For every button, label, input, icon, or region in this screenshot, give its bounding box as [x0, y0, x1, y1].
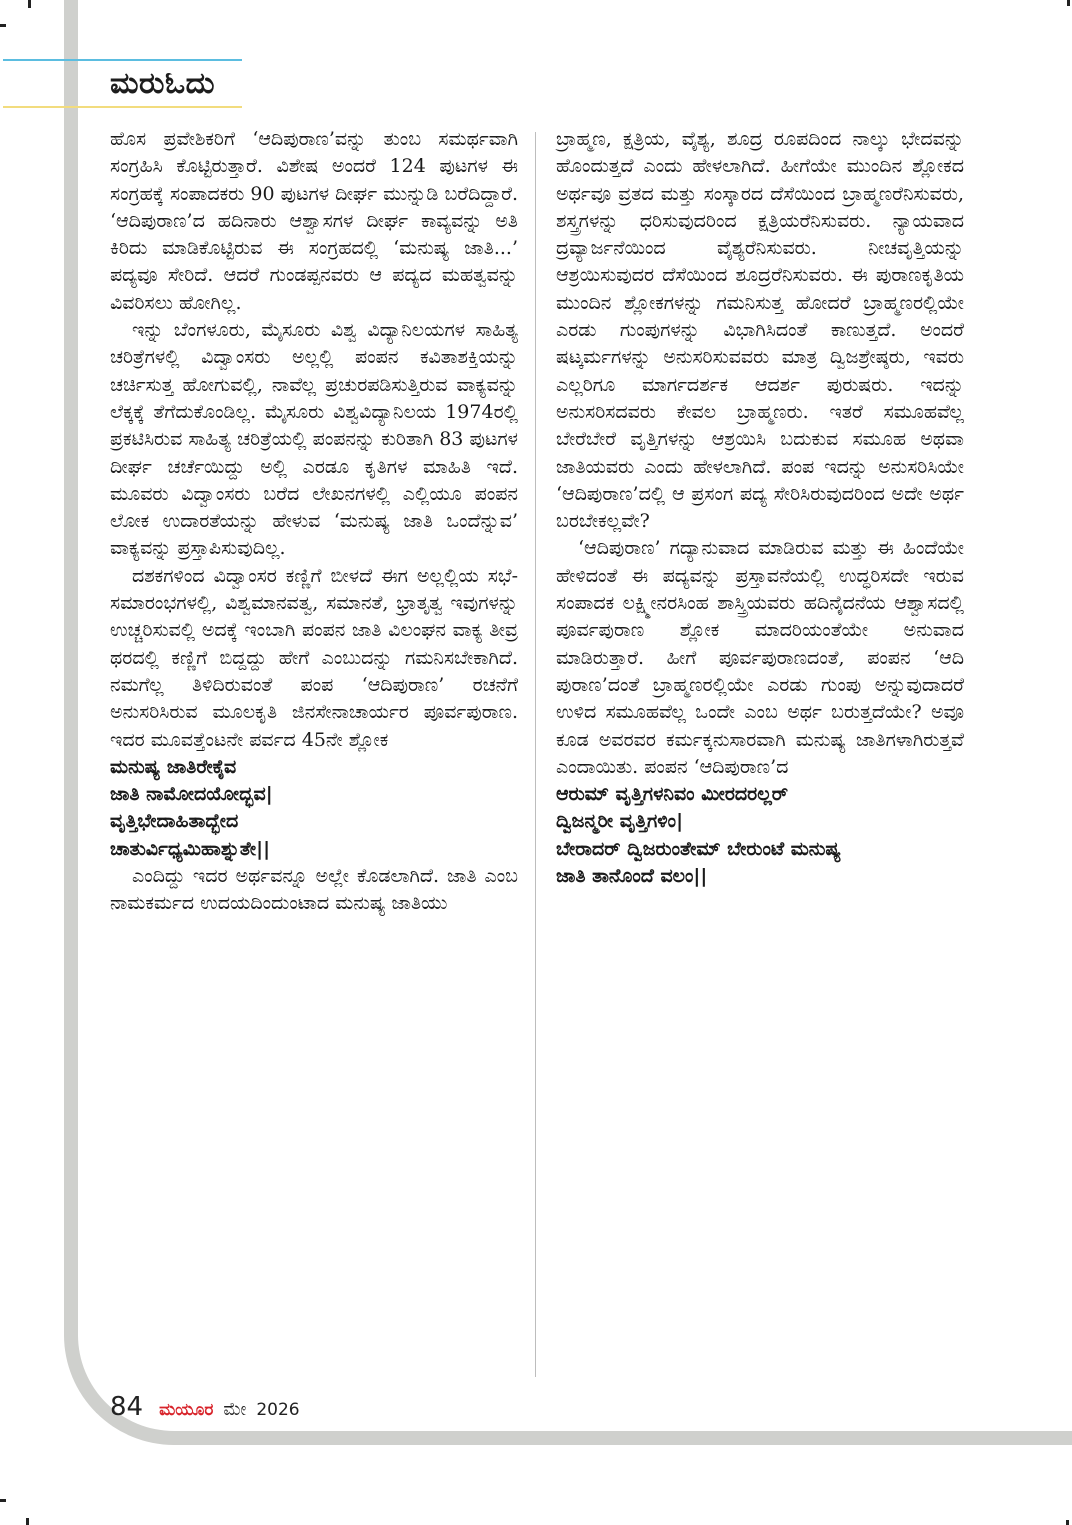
section-title: ಮರುಓದು [110, 66, 216, 101]
paragraph: ಎಂದಿದ್ದು ಇದರ ಅರ್ಥವನ್ನೂ ಅಲ್ಲೇ ಕೊಡಲಾಗಿದೆ. ಜಾತಿ ಎಂಬ ನಾಮಕರ್ಮದ ಉದಯದಿಂದುಂಟಾದ ಮನುಷ್ಯ ಜಾತಿಯು [110, 865, 518, 915]
paragraph: ‘ಆದಿಪುರಾಣ’ ಗದ್ಯಾನುವಾದ ಮಾಡಿರುವ ಮತ್ತು ಈ ಹಿಂದೆಯೇ ಹೇಳಿದಂತೆ ಈ ಪದ್ಯವನ್ನು ಪ್ರಸ್ತಾವನೆಯಲ್ಲಿ ಉದ್ಧರಿಸದೇ ಇರುವ ಸಂಪಾದಕ ಲಕ್ಷ್ಮೀನರಸಿಂಹ ಶಾಸ್ತ್ರಿಯವರು ಹದಿನೈದನೆಯ ಆಶ್ವಾಸದಲ್ಲಿ ಪೂರ್ವಪುರಾಣ ಶ್ಲೋಕ ಮಾದರಿಯಂತೆಯೇ ಅನುವಾದ ಮಾಡಿರುತ್ತಾರೆ. ಹೀಗೆ ಪೂರ್ವಪುರಾಣದಂತೆ, ಪಂಪನ ‘ಆದಿ ಪುರಾಣ’ದಂತೆ ಬ್ರಾಹ್ಮಣರಲ್ಲಿಯೇ ಎರಡು ಗುಂಪು ಅನ್ನುವುದಾದರೆ ಉಳಿದ ಸಮೂಹವೆಲ್ಲ ಒಂದೇ ಎಂಬ ಅರ್ಥ ಬರುತ್ತದೆಯೇ? ಅವೂ ಕೂಡ ಅವರವರ ಕರ್ಮಕ್ಕನುಸಾರವಾಗಿ ಮನುಷ್ಯ ಜಾತಿಗಳಾಗಿರುತ್ತವೆ ಎಂದಾಯಿತು. ಪಂಪನ ‘ಆದಿಪುರಾಣ’ದ [556, 537, 964, 778]
verse-line: ದ್ವಿಜನ್ಮರೀ ವೃತ್ತಿಗಳಿಂ| [556, 810, 684, 833]
verse-line: ಜಾತಿ ನಾಮೋದಯೋದ್ಭವ| [110, 783, 273, 806]
paragraph: ದಶಕಗಳಿಂದ ವಿದ್ವಾಂಸರ ಕಣ್ಣಿಗೆ ಬೀಳದೆ ಈಗ ಅಲ್ಲಲ್ಲಿಯ ಸಭೆ- ಸಮಾರಂಭಗಳಲ್ಲಿ, ವಿಶ್ವಮಾನವತ್ವ, ಸಮಾನತೆ, ಭ್ರಾತೃತ್ವ ಇವುಗಳನ್ನು ಉಚ್ಚರಿಸುವಲ್ಲಿ ಅದಕ್ಕೆ ಇಂಬಾಗಿ ಪಂಪನ ಜಾತಿ ವಿಲಂಘನ ವಾಕ್ಯ ತೀವ್ರ ಥರದಲ್ಲಿ ಕಣ್ಣಿಗೆ ಬಿದ್ದದ್ದು ಹೇಗೆ ಎಂಬುದನ್ನು ಗಮನಿಸಬೇಕಾಗಿದೆ. ನಮಗೆಲ್ಲ ತಿಳಿದಿರುವಂತೆ ಪಂಪ ‘ಆದಿಪುರಾಣ’ ರಚನೆಗೆ ಅನುಸರಿಸಿರುವ ಮೂಲಕೃತಿ ಜಿನಸೇನಾಚಾರ್ಯರ ಪೂರ್ವಪುರಾಣ. ಇದರ ಮೂವತ್ತೆಂಟನೇ ಪರ್ವದ 45ನೇ ಶ್ಲೋಕ [110, 564, 518, 751]
page-number: 84 [110, 1392, 144, 1422]
paragraph: ಇನ್ನು ಬೆಂಗಳೂರು, ಮೈಸೂರು ವಿಶ್ವ ವಿದ್ಯಾನಿಲಯಗಳ ಸಾಹಿತ್ಯ ಚರಿತ್ರೆಗಳಲ್ಲಿ ವಿದ್ವಾಂಸರು ಅಲ್ಲಲ್ಲಿ ಪಂಪನ ಕವಿತಾಶಕ್ತಿಯನ್ನು ಚರ್ಚಿಸುತ್ತ ಹೋಗುವಲ್ಲಿ, ನಾವೆಲ್ಲ ಪ್ರಚುರಪಡಿಸುತ್ತಿರುವ ವಾಕ್ಯವನ್ನು ಲೆಕ್ಕಕ್ಕೆ ತೆಗೆದುಕೊಂಡಿಲ್ಲ. ಮೈಸೂರು ವಿಶ್ವವಿದ್ಯಾನಿಲಯ 1974ರಲ್ಲಿ ಪ್ರಕಟಿಸಿರುವ ಸಾಹಿತ್ಯ ಚರಿತ್ರೆಯಲ್ಲಿ ಪಂಪನನ್ನು ಕುರಿತಾಗಿ 83 ಪುಟಗಳ ದೀರ್ಘ ಚರ್ಚೆಯಿದ್ದು ಅಲ್ಲಿ ಎರಡೂ ಕೃತಿಗಳ ಮಾಹಿತಿ ಇದೆ. ಮೂವರು ವಿದ್ವಾಂಸರು ಬರೆದ ಲೇಖನಗಳಲ್ಲಿ ಎಲ್ಲಿಯೂ ಪಂಪನ ಲೋಕ ಉದಾರತೆಯನ್ನು ಹೇಳುವ ‘ಮನುಷ್ಯ ಜಾತಿ ಒಂದೆನ್ನುವ’ ವಾಕ್ಯವನ್ನು ಪ್ರಸ್ತಾಪಿಸುವುದಿಲ್ಲ. [110, 319, 518, 560]
header-rule-top [3, 59, 242, 61]
verse-line: ಬೇರಾದರ್ ದ್ವಿಜರುಂತೇಮ್ ಬೇರುಂಟೆ ಮನುಷ್ಯ [556, 837, 841, 860]
verse-line: ಜಾತಿ ತಾನೊಂದೆ ವಲಂ|| [556, 865, 708, 888]
crop-mark-left-bottom [0, 1499, 6, 1502]
verse-line: ವೃತ್ತಿಭೇದಾಹಿತಾದ್ಭೇದ [110, 810, 239, 833]
crop-mark-bottom-left [26, 1518, 29, 1525]
article-column-right [556, 126, 964, 890]
verse-line: ಮನುಷ್ಯ ಜಾತಿರೇಕೈವ [110, 755, 237, 778]
header-rule-bottom [3, 106, 242, 108]
verse-line: ಚಾತುರ್ವಿಧ್ಯಮಿಹಾಶ್ನುತೇ|| [110, 837, 271, 860]
crop-mark-left-top [0, 24, 6, 27]
article-column-left [110, 126, 518, 918]
crop-mark-bottom-right [1066, 1520, 1069, 1525]
crop-mark-top-right [1067, 0, 1070, 6]
column-divider [535, 132, 536, 1377]
issue-year: 2026 [256, 1400, 300, 1420]
crop-mark-top-left [28, 0, 31, 8]
page-footer [110, 1392, 300, 1422]
magazine-logo: ಮಯೂರ [159, 1400, 214, 1420]
issue-month: ಮೇ [223, 1399, 247, 1420]
paragraph: ಹೊಸ ಪ್ರವೇಶಿಕರಿಗೆ ‘ಆದಿಪುರಾಣ’ವನ್ನು ತುಂಬ ಸಮರ್ಥವಾಗಿ ಸಂಗ್ರಹಿಸಿ ಕೊಟ್ಟಿರುತ್ತಾರೆ. ವಿಶೇಷ ಅಂದರೆ 124 ಪುಟಗಳ ಈ ಸಂಗ್ರಹಕ್ಕೆ ಸಂಪಾದಕರು 90 ಪುಟಗಳ ದೀರ್ಘ ಮುನ್ನುಡಿ ಬರೆದಿದ್ದಾರೆ. ‘ಆದಿಪುರಾಣ’ದ ಹದಿನಾರು ಆಶ್ವಾಸಗಳ ದೀರ್ಘ ಕಾವ್ಯವನ್ನು ಅತಿ ಕಿರಿದು ಮಾಡಿಕೊಟ್ಟಿರುವ ಈ ಸಂಗ್ರಹದಲ್ಲಿ ‘ಮನುಷ್ಯ ಜಾತಿ...’ ಪದ್ಯವೂ ಸೇರಿದೆ. ಆದರೆ ಗುಂಡಪ್ಪನವರು ಆ ಪದ್ಯದ ಮಹತ್ವವನ್ನು ವಿವರಿಸಲು ಹೋಗಿಲ್ಲ. [110, 128, 518, 314]
paragraph: ಬ್ರಾಹ್ಮಣ, ಕ್ಷತ್ರಿಯ, ವೈಶ್ಯ, ಶೂದ್ರ ರೂಪದಿಂದ ನಾಲ್ಕು ಭೇದವನ್ನು ಹೊಂದುತ್ತದೆ ಎಂದು ಹೇಳಲಾಗಿದೆ. ಹೀಗೆಯೇ ಮುಂದಿನ ಶ್ಲೋಕದ ಅರ್ಥವೂ ವ್ರತದ ಮತ್ತು ಸಂಸ್ಕಾರದ ದೆಸೆಯಿಂದ ಬ್ರಾಹ್ಮಣರೆನಿಸುವರು, ಶಸ್ತ್ರಗಳನ್ನು ಧರಿಸುವುದರಿಂದ ಕ್ಷತ್ರಿಯರೆನಿಸುವರು. ನ್ಯಾಯವಾದ ದ್ರವ್ಯಾರ್ಜನೆಯಿಂದ ವೈಶ್ಯರೆನಿಸುವರು. ನೀಚವೃತ್ತಿಯನ್ನು ಆಶ್ರಯಿಸುವುದರ ದೆಸೆಯಿಂದ ಶೂದ್ರರೆನಿಸುವರು. ಈ ಪುರಾಣಕೃತಿಯ ಮುಂದಿನ ಶ್ಲೋಕಗಳನ್ನು ಗಮನಿಸುತ್ತ ಹೋದರೆ ಬ್ರಾಹ್ಮಣರಲ್ಲಿಯೇ ಎರಡು ಗುಂಪುಗಳನ್ನು ವಿಭಾಗಿಸಿದಂತೆ ಕಾಣುತ್ತದೆ. ಅಂದರೆ ಷಟ್ಕರ್ಮಗಳನ್ನು ಅನುಸರಿಸುವವರು ಮಾತ್ರ ದ್ವಿಜಶ್ರೇಷ್ಠರು, ಇವರು ಎಲ್ಲರಿಗೂ ಮಾರ್ಗದರ್ಶಕ ಆದರ್ಶ ಪುರುಷರು. ಇದನ್ನು ಅನುಸರಿಸದವರು ಕೇವಲ ಬ್ರಾಹ್ಮಣರು. ಇತರೆ ಸಮೂಹವೆಲ್ಲ ಬೇರೆಬೇರೆ ವೃತ್ತಿಗಳನ್ನು ಆಶ್ರಯಿಸಿ ಬದುಕುವ ಸಮೂಹ ಅಥವಾ ಜಾತಿಯವರು ಎಂದು ಹೇಳಲಾಗಿದೆ. ಪಂಪ ಇದನ್ನು ಅನುಸರಿಸಿಯೇ ‘ಆದಿಪುರಾಣ’ದಲ್ಲಿ ಆ ಪ್ರಸಂಗ ಪದ್ಯ ಸೇರಿಸಿರುವುದರಿಂದ ಅದೇ ಅರ್ಥ ಬರಬೇಕಲ್ಲವೇ? [556, 128, 964, 533]
verse-line: ಆರುಮ್ ವೃತ್ತಿಗಳನಿವಂ ಮೀರದರಲ್ಲರ್ [556, 783, 788, 806]
